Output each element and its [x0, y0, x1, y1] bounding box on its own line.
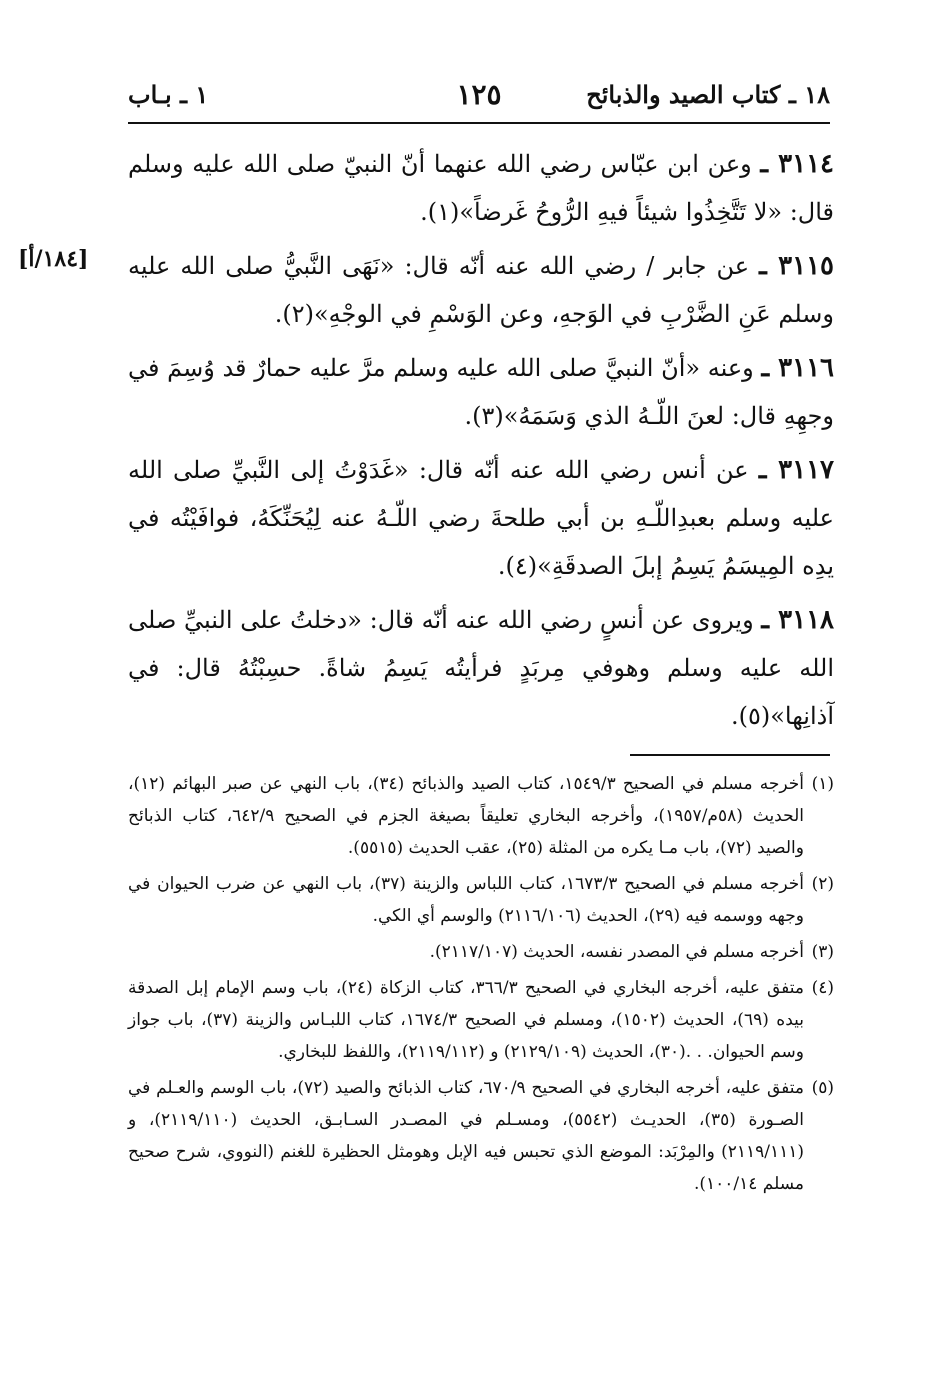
hadith-number: ٣١١٦ ـ: [761, 353, 834, 383]
hadith-3116: [128, 344, 834, 440]
footnote-number: (٥): [811, 1078, 834, 1098]
footnote-4: [128, 972, 834, 1068]
footnote-text: أخرجه مسلم في الصحيح ١٦٧٣/٣، كتاب اللباس والزينة (٣٧)، باب النهي عن ضرب الحيوان في وجهه ووسمه فيه (٢٩)، الحديث (٢١١٦/١٠٦) والوسم أي الكي.: [128, 874, 804, 926]
footnote-text: متفق عليه، أخرجه البخاري في الصحيح ٣٦٦/٣، كتاب الزكاة (٢٤)، باب وسم الإمام إبل الصدقة بيده (٦٩)، الحديث (١٥٠٢)، ومسلم في الصحيح ١٦٧٤/٣، كتاب اللبـاس والزينة (٣٧)، باب جواز وسم الحيوان. . .(٣٠)، الحديث (٢١٢٩/١٠٩) و (٢١١٩/١١٢)، واللفظ للبخاري.: [128, 978, 804, 1062]
footnote-number: (١): [811, 774, 834, 794]
hadith-text: ويروى عن أنسٍ رضي الله عنه أنّه قال: «دخلتُ على النبيِّ صلى الله عليه وسلم وهوفي مِربَدٍ فرأيتُه يَسِمُ شاةً. حسِبْتُهُ قال: في آذانِها»(٥).: [128, 606, 835, 730]
footnote-3: [128, 936, 834, 968]
page-header: [128, 78, 830, 118]
hadith-3115: [128, 242, 834, 338]
hadith-text: وعن ابن عبّاس رضي الله عنهما أنّ النبيّ صلى الله عليه وسلم قال: «لا تَتَّخِذُوا شيئاً فيهِ الرُّوحُ غَرضاً»(١).: [128, 150, 834, 226]
section-title: ١ ـ بـاب: [128, 80, 209, 109]
hadith-text: عن أنس رضي الله عنه أنّه قال: «غَدَوْتُ إلى النَّبيِّ صلى الله عليه وسلم بعبدِاللّـهِ بن أبي طلحةَ رضي اللّـهُ عنه لِيُحَنِّكَهُ، فوافَيْتُه في يدِه المِيسَمُ يَسِمُ إبلَ الصدقَةِ»(٤).: [128, 456, 834, 580]
footnote-number: (٤): [811, 978, 834, 998]
footnote-1: [128, 768, 834, 864]
footnote-text: أخرجه مسلم في الصحيح ١٥٤٩/٣، كتاب الصيد والذبائح (٣٤)، باب النهي عن صبر البهائم (١٢)، الحديث (٥٨م/١٩٥٧)، وأخرجه البخاري تعليقاً بصيغة الجزم في الصحيح ٦٤٢/٩، كتاب الذبائح والصيد (٧٢)، باب مـا يكره من المثلة (٢٥)، عقب الحديث (٥٥١٥).: [128, 774, 804, 858]
hadith-list: [128, 140, 834, 746]
hadith-3118: [128, 596, 834, 740]
footnote-2: [128, 868, 834, 932]
footnote-rule: [630, 754, 830, 756]
hadith-number: ٣١١٨ ـ: [761, 605, 835, 635]
footnote-number: (٢): [811, 874, 834, 894]
hadith-number: ٣١١٧ ـ: [758, 455, 834, 485]
hadith-3117: [128, 446, 834, 590]
hadith-number: ٣١١٤ ـ: [760, 149, 834, 179]
footnote-5: [128, 1072, 834, 1200]
footnote-text: متفق عليه، أخرجه البخاري في الصحيح ٦٧٠/٩، كتاب الذبائح والصيد (٧٢)، باب الوسم والعـلم في الصـورة (٣٥)، الحديـث (٥٥٤٢)، ومسـلم في المصـدر السـابـق، الحديث (٢١١٩/١١٠)، و (٢١١٩/١١١) والمِرْبَد: الموضع الذي تحبس فيه الإبل وهومثل الحظيرة للغنم (النووي، شرح صحيح مسلم ١٠٠/١٤).: [128, 1078, 804, 1194]
hadith-number: ٣١١٥ ـ: [759, 251, 835, 281]
footnote-number: (٣): [811, 942, 834, 962]
hadith-text: عن جابر / رضي الله عنه أنّه قال: «نَهَى النَّبيُّ صلى الله عليه وسلم عَنِ الضَّرْبِ في الوَجهِ، وعن الوَسْمِ في الوجْهِ»(٢).: [128, 252, 834, 328]
manuscript-folio-ref: [١٨٤/أ]: [18, 246, 89, 272]
hadith-text: وعنه «أنّ النبيَّ صلى الله عليه وسلم مرَّ عليه حمارٌ قد وُسِمَ في وجهِهِ قال: لعنَ اللّـهُ الذي وَسَمَهُ»(٣).: [128, 354, 834, 430]
chapter-title: ١٨ ـ كتاب الصيد والذبائح: [586, 80, 830, 109]
header-rule: [128, 122, 830, 124]
page-number: ١٢٥: [456, 78, 502, 111]
footnote-text: أخرجه مسلم في المصدر نفسه، الحديث (٢١١٧/١٠٧).: [429, 942, 804, 962]
footnotes: [128, 768, 834, 1204]
hadith-3114: [128, 140, 834, 236]
